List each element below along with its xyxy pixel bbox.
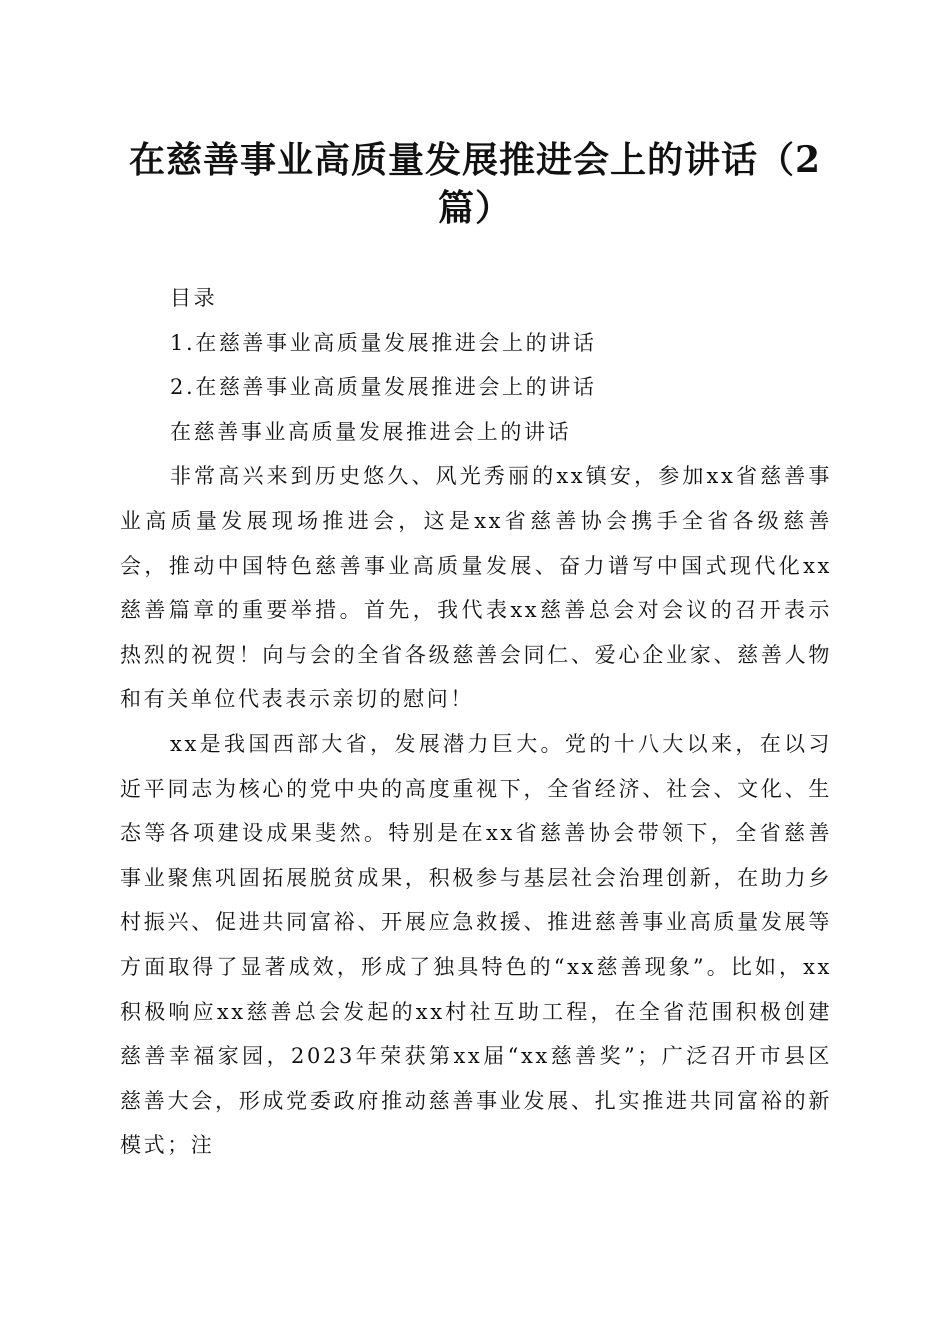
document-title: 在慈善事业高质量发展推进会上的讲话（2篇） [128,139,822,229]
section-heading: 在慈善事业高质量发展推进会上的讲话 [170,419,572,444]
toc-item: 1.在慈善事业高质量发展推进会上的讲话 [170,330,597,355]
body-paragraph: 非常高兴来到历史悠久、风光秀丽的xx镇安，参加xx省慈善事业高质量发展现场推进会，这是xx省慈善协会携手全省各级慈善会，推动中国特色慈善事业高质量发展、奋力谱写中国式现代化xx慈善篇章的重要举措。首先，我代表xx慈善总会对会议的召开表示热烈的祝贺！向与会的全省各级慈善会同仁、爱心企业家、慈善人物和有关单位代表表示亲切的慰问！ [120,464,832,712]
toc-heading: 目录 [170,286,218,310]
document-body [120,276,832,1168]
toc-item: 2.在慈善事业高质量发展推进会上的讲话 [170,375,597,400]
body-paragraph: xx是我国西部大省，发展潜力巨大。党的十八大以来，在以习近平同志为核心的党中央的高度重视下，全省经济、社会、文化、生态等各项建设成果斐然。特别是在xx省慈善协会带领下，全省慈善事业聚焦巩固拓展脱贫成果，积极参与基层社会治理创新，在助力乡村振兴、促进共同富裕、开展应急救援、推进慈善事业高质量发展等方面取得了显著成效，形成了独具特色的“xx慈善现象”。比如，xx积极响应xx慈善总会发起的xx村社互助工程，在全省范围积极创建慈善幸福家园，2023年荣获第xx届“xx慈善奖”；广泛召开市县区慈善大会，形成党委政府推动慈善事业发展、扎实推进共同富裕的新模式；注 [120,731,832,1158]
